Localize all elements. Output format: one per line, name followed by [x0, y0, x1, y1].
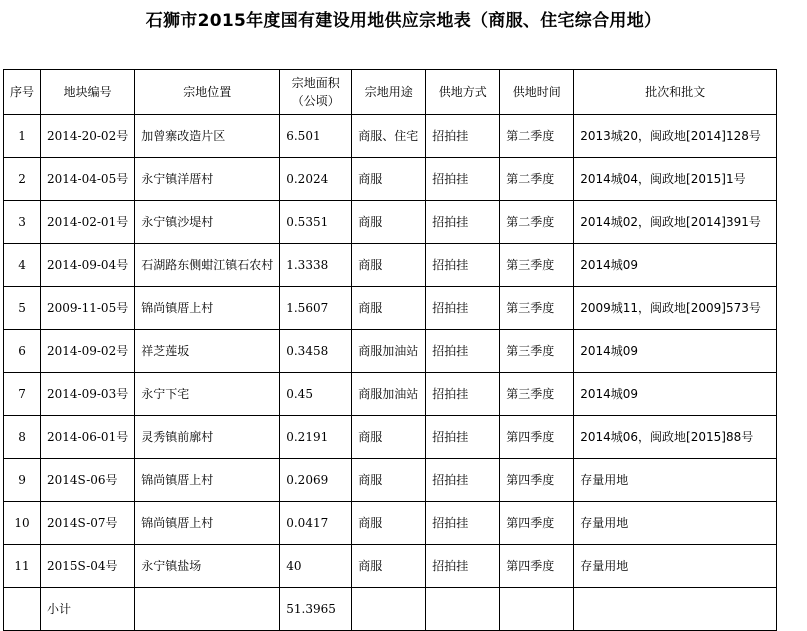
cell-mode-empty — [426, 588, 500, 631]
cell-location: 锦尚镇厝上村 — [135, 502, 280, 545]
header-seq: 序号 — [4, 70, 41, 115]
header-use: 宗地用途 — [352, 70, 426, 115]
cell-mode: 招拍挂 — [426, 416, 500, 459]
subtotal-label: 小计 — [41, 588, 135, 631]
table-row — [4, 244, 777, 287]
cell-use: 商服加油站 — [352, 373, 426, 416]
cell-time-empty — [500, 588, 574, 631]
cell-time: 第三季度 — [500, 330, 574, 373]
cell-seq: 4 — [4, 244, 41, 287]
cell-seq: 11 — [4, 545, 41, 588]
cell-mode: 招拍挂 — [426, 502, 500, 545]
cell-time: 第二季度 — [500, 158, 574, 201]
cell-use: 商服 — [352, 287, 426, 330]
cell-mode: 招拍挂 — [426, 330, 500, 373]
table-row — [4, 287, 777, 330]
cell-code: 2014-20-02号 — [41, 115, 135, 158]
cell-time: 第四季度 — [500, 545, 574, 588]
table-row — [4, 330, 777, 373]
table-row — [4, 115, 777, 158]
cell-use: 商服加油站 — [352, 330, 426, 373]
cell-location: 永宁镇沙堤村 — [135, 201, 280, 244]
cell-code: 2014-09-03号 — [41, 373, 135, 416]
cell-use: 商服 — [352, 201, 426, 244]
cell-seq: 7 — [4, 373, 41, 416]
table-row — [4, 459, 777, 502]
cell-code: 2014-02-01号 — [41, 201, 135, 244]
cell-code: 2014-06-01号 — [41, 416, 135, 459]
header-code: 地块编号 — [41, 70, 135, 115]
cell-code: 2014-09-04号 — [41, 244, 135, 287]
header-mode: 供地方式 — [426, 70, 500, 115]
subtotal-area: 51.3965 — [280, 588, 352, 631]
cell-mode: 招拍挂 — [426, 244, 500, 287]
cell-location: 灵秀镇前廓村 — [135, 416, 280, 459]
cell-area: 0.3458 — [280, 330, 352, 373]
cell-location: 永宁镇盐场 — [135, 545, 280, 588]
cell-location: 石湖路东侧蚶江镇石农村 — [135, 244, 280, 287]
cell-use: 商服 — [352, 244, 426, 287]
cell-area: 0.2191 — [280, 416, 352, 459]
cell-seq: 5 — [4, 287, 41, 330]
header-approval: 批次和批文 — [574, 70, 777, 115]
cell-code: 2014S-07号 — [41, 502, 135, 545]
cell-area: 40 — [280, 545, 352, 588]
cell-location: 加曾寨改造片区 — [135, 115, 280, 158]
cell-use: 商服 — [352, 416, 426, 459]
table-row — [4, 373, 777, 416]
table-row — [4, 416, 777, 459]
cell-time: 第二季度 — [500, 115, 574, 158]
cell-time: 第四季度 — [500, 502, 574, 545]
table-row — [4, 158, 777, 201]
cell-approval: 2014城09 — [574, 330, 777, 373]
cell-mode: 招拍挂 — [426, 201, 500, 244]
cell-approval: 2014城09 — [574, 244, 777, 287]
cell-area: 1.5607 — [280, 287, 352, 330]
cell-approval: 2014城04，闽政地[2015]1号 — [574, 158, 777, 201]
cell-mode: 招拍挂 — [426, 287, 500, 330]
cell-area: 0.0417 — [280, 502, 352, 545]
header-area-line2: （公顷） — [291, 94, 340, 108]
cell-code: 2009-11-05号 — [41, 287, 135, 330]
cell-mode: 招拍挂 — [426, 115, 500, 158]
cell-location-empty — [135, 588, 280, 631]
cell-use: 商服 — [352, 502, 426, 545]
cell-area: 6.501 — [280, 115, 352, 158]
cell-approval: 2009城11，闽政地[2009]573号 — [574, 287, 777, 330]
cell-approval-empty — [574, 588, 777, 631]
land-supply-table — [3, 69, 777, 631]
cell-mode: 招拍挂 — [426, 545, 500, 588]
cell-seq: 8 — [4, 416, 41, 459]
cell-location: 锦尚镇厝上村 — [135, 459, 280, 502]
cell-approval: 2014城02，闽政地[2014]391号 — [574, 201, 777, 244]
cell-seq: 10 — [4, 502, 41, 545]
cell-approval: 存量用地 — [574, 459, 777, 502]
page-title: 石狮市2015年度国有建设用地供应宗地表（商服、住宅综合用地） — [145, 11, 662, 31]
cell-time: 第三季度 — [500, 244, 574, 287]
cell-mode: 招拍挂 — [426, 158, 500, 201]
cell-approval: 存量用地 — [574, 545, 777, 588]
cell-seq: 3 — [4, 201, 41, 244]
table-row — [4, 545, 777, 588]
cell-code: 2014S-06号 — [41, 459, 135, 502]
cell-code: 2014-04-05号 — [41, 158, 135, 201]
cell-time: 第四季度 — [500, 459, 574, 502]
header-area — [280, 70, 352, 115]
cell-seq: 6 — [4, 330, 41, 373]
cell-seq: 1 — [4, 115, 41, 158]
cell-use-empty — [352, 588, 426, 631]
cell-location: 祥芝莲坂 — [135, 330, 280, 373]
cell-seq: 9 — [4, 459, 41, 502]
cell-time: 第三季度 — [500, 287, 574, 330]
header-location: 宗地位置 — [135, 70, 280, 115]
cell-use: 商服 — [352, 158, 426, 201]
cell-seq: 2 — [4, 158, 41, 201]
cell-time: 第四季度 — [500, 416, 574, 459]
cell-area: 0.2024 — [280, 158, 352, 201]
cell-area: 0.2069 — [280, 459, 352, 502]
cell-area: 0.5351 — [280, 201, 352, 244]
cell-area: 0.45 — [280, 373, 352, 416]
cell-seq-empty — [4, 588, 41, 631]
cell-time: 第二季度 — [500, 201, 574, 244]
cell-use: 商服 — [352, 545, 426, 588]
table-row — [4, 201, 777, 244]
cell-approval: 2013城20，闽政地[2014]128号 — [574, 115, 777, 158]
cell-mode: 招拍挂 — [426, 373, 500, 416]
table-body — [4, 115, 777, 631]
cell-use: 商服 — [352, 459, 426, 502]
table-header-row — [4, 70, 777, 115]
cell-approval: 2014城09 — [574, 373, 777, 416]
cell-mode: 招拍挂 — [426, 459, 500, 502]
header-time: 供地时间 — [500, 70, 574, 115]
cell-location: 永宁下宅 — [135, 373, 280, 416]
table-row — [4, 502, 777, 545]
cell-use: 商服、住宅 — [352, 115, 426, 158]
cell-location: 锦尚镇厝上村 — [135, 287, 280, 330]
cell-code: 2014-09-02号 — [41, 330, 135, 373]
header-area-line1: 宗地面积 — [291, 76, 340, 90]
subtotal-row — [4, 588, 777, 631]
cell-area: 1.3338 — [280, 244, 352, 287]
cell-time: 第三季度 — [500, 373, 574, 416]
cell-location: 永宁镇洋厝村 — [135, 158, 280, 201]
cell-approval: 2014城06，闽政地[2015]88号 — [574, 416, 777, 459]
cell-approval: 存量用地 — [574, 502, 777, 545]
cell-code: 2015S-04号 — [41, 545, 135, 588]
